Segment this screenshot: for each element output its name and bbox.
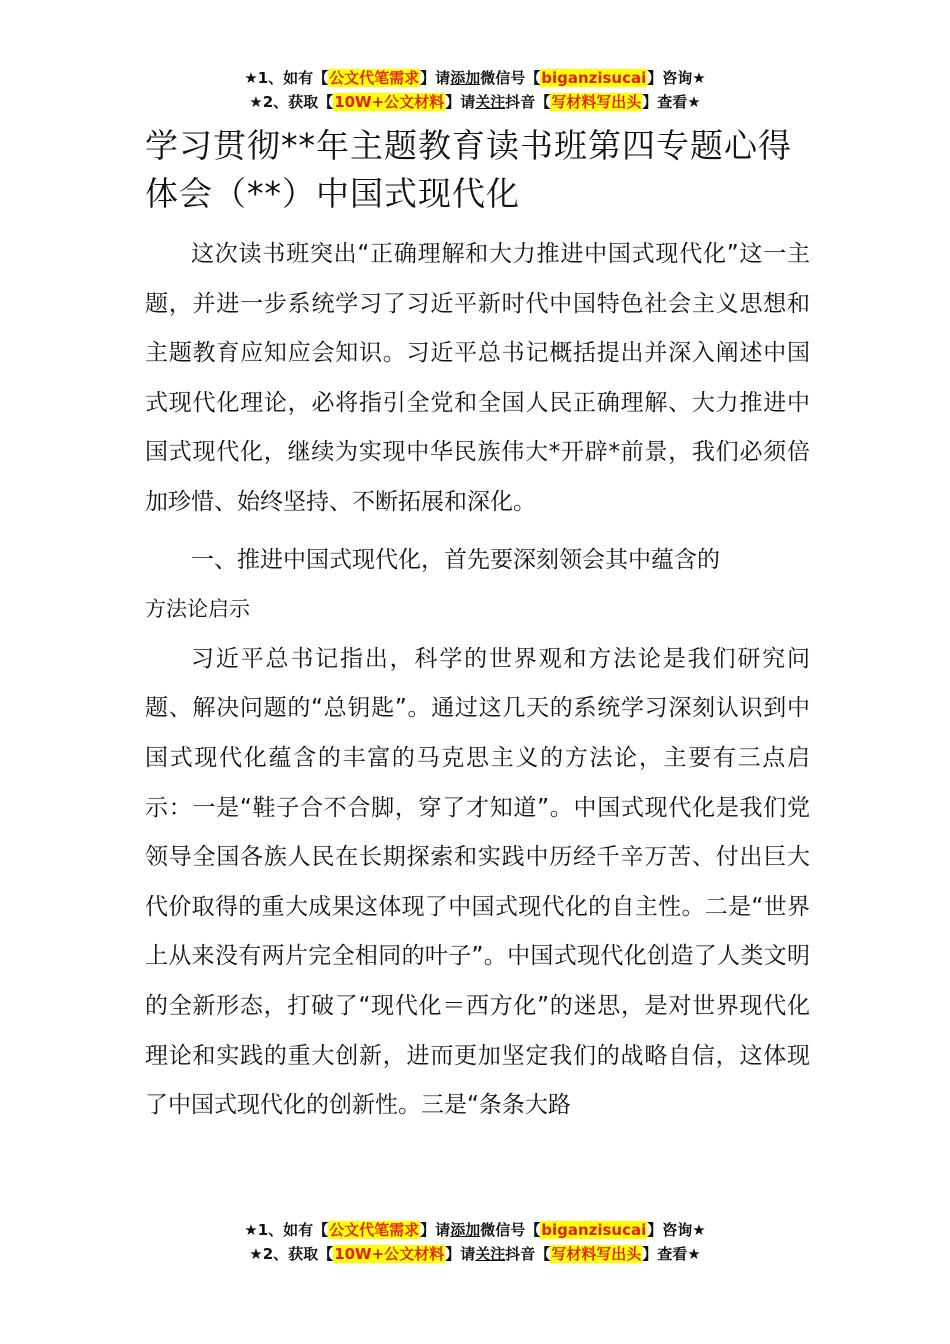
promo-line-2: [0, 90, 950, 114]
promo-text: 】咨询★: [647, 1221, 706, 1239]
promo-wechat-id: biganzisucai: [541, 69, 647, 87]
promo-text: 】咨询★: [647, 69, 706, 87]
section-heading-main: 一、推进中国式现代化，首先要深刻领会其中蕴含的: [191, 546, 720, 573]
promo-highlight: 10W+公文材料: [334, 93, 445, 111]
document-title: 学习贯彻**年主题教育读书班第四专题心得体会（**）中国式现代化: [145, 126, 792, 213]
promo-text: ★1、如有【: [244, 1221, 329, 1239]
promo-underlined: 关注: [475, 93, 506, 111]
promo-text: ★2、获取【: [249, 1245, 334, 1263]
promo-underlined: 添加: [450, 69, 481, 87]
document-body: [145, 122, 810, 1131]
promo-text: 抖音【: [505, 1245, 551, 1263]
promo-text: ★1、如有【: [244, 69, 329, 87]
promo-text: 】请: [420, 1221, 451, 1239]
paragraph-section-1: 习近平总书记指出，科学的世界观和方法论是我们研究问题、解决问题的“总钥匙”。通过这几天的系统学习深刻认识到中国式现代化蕴含的丰富的马克思主义的方法论，主要有三点启示：一是“鞋子合不合脚，穿了才知道”。中国式现代化是我们党领导全国各族人民在长期探索和实践中历经千辛万苦、付出巨大代价取得的重大成果这体现了中国式现代化的自主性。二是“世界上从来没有两片完全相同的叶子”。中国式现代化创造了人类文明的全新形态，打破了“现代化＝西方化”的迷思，是对世界现代化理论和实践的重大创新，进而更加坚定我们的战略自信，这体现了中国式现代化的创新性。三是“条条大路: [145, 645, 810, 1119]
promo-highlight: 公文代笔需求: [329, 69, 420, 87]
promo-banner-top: [0, 66, 950, 114]
promo-douyin-id: 写材料写出头: [551, 1245, 642, 1263]
promo-text: 】查看★: [642, 1245, 701, 1263]
promo-highlight: 10W+公文材料: [334, 1245, 445, 1263]
promo-wechat-id: biganzisucai: [541, 1221, 647, 1239]
promo-underlined: 添加: [450, 1221, 481, 1239]
promo-text: ★2、获取【: [249, 93, 334, 111]
promo-text: 】请: [420, 69, 451, 87]
promo-line-1: [0, 1218, 950, 1242]
promo-underlined: 关注: [475, 1245, 506, 1263]
promo-text: 】请: [445, 1245, 476, 1263]
promo-text: 】请: [445, 93, 476, 111]
promo-text: 微信号【: [480, 69, 541, 87]
section-heading-1: [145, 536, 810, 635]
section-heading-sub: 方法论启示: [145, 597, 250, 622]
promo-line-1: [0, 66, 950, 90]
promo-douyin-id: 写材料写出头: [551, 93, 642, 111]
promo-text: 微信号【: [480, 1221, 541, 1239]
promo-line-2: [0, 1242, 950, 1266]
promo-text: 】查看★: [642, 93, 701, 111]
paragraph-intro: 这次读书班突出“正确理解和大力推进中国式现代化”这一主题，并进一步系统学习了习近平新时代中国特色社会主义思想和主题教育应知应会知识。习近平总书记概括提出并深入阐述中国式现代化理论，必将指引全党和全国人民正确理解、大力推进中国式现代化，继续为实现中华民族伟大*开辟*前景，我们必须倍加珍惜、始终坚持、不断拓展和深化。: [145, 241, 810, 515]
promo-text: 抖音【: [505, 93, 551, 111]
promo-highlight: 公文代笔需求: [329, 1221, 420, 1239]
promo-banner-bottom: [0, 1218, 950, 1266]
